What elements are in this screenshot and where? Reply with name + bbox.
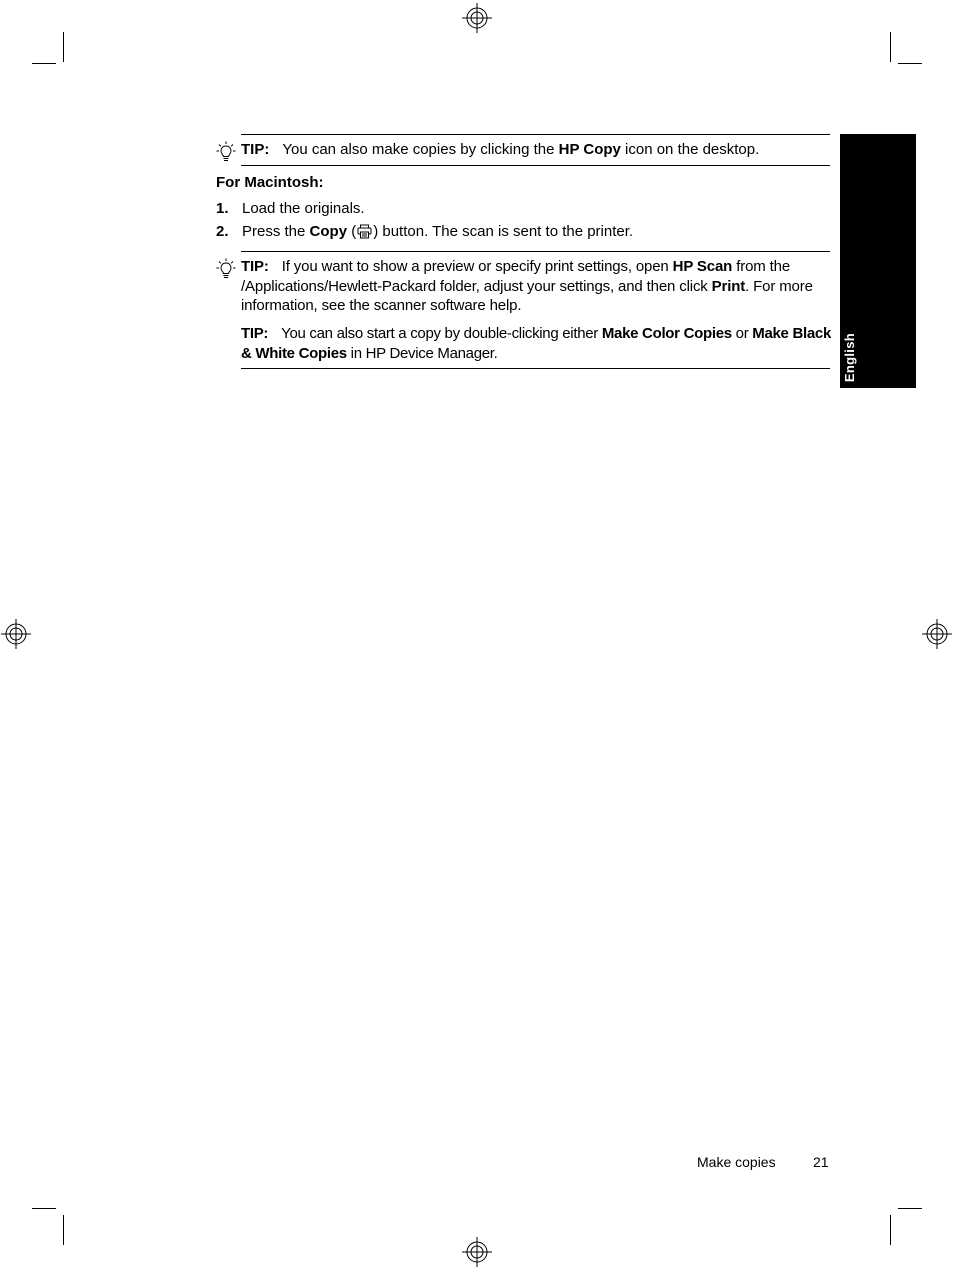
hp-copy-term: HP Copy <box>558 141 621 158</box>
tip-text <box>241 257 832 316</box>
tip-text <box>241 140 830 160</box>
crop-mark <box>63 32 64 62</box>
registration-mark-icon <box>461 1236 493 1268</box>
registration-mark-icon <box>461 2 493 34</box>
copy-button-icon <box>357 224 372 239</box>
footer-section-title: Make copies <box>697 1154 776 1170</box>
section-heading: For Macintosh: <box>216 174 324 191</box>
print-term: Print <box>711 277 746 295</box>
tip-text-part: or <box>731 325 753 342</box>
page-number: 21 <box>813 1154 829 1170</box>
tip-top-rule <box>241 134 830 135</box>
tip-label: TIP: <box>241 258 269 275</box>
tip-top-rule <box>241 251 830 252</box>
crop-mark <box>32 1208 56 1209</box>
tip-bottom-rule <box>241 368 830 369</box>
crop-mark <box>890 1215 891 1245</box>
crop-mark <box>898 63 922 64</box>
tip-text-part: icon on the desktop. <box>620 141 760 158</box>
lightbulb-icon <box>216 141 236 163</box>
lightbulb-icon <box>216 258 236 280</box>
tip-text-part: in HP Device Manager. <box>346 344 498 362</box>
tip-label: TIP: <box>241 141 270 158</box>
step-number: 1. <box>216 200 229 217</box>
tip-bottom-rule <box>241 165 830 166</box>
step-text: Load the originals. <box>242 200 365 217</box>
tip-text-part: from the /Applications/Hewlett-Packard folder, adjust your settings, and then click <box>241 258 791 295</box>
registration-mark-icon <box>921 618 953 650</box>
crop-mark <box>890 32 891 62</box>
crop-mark <box>32 63 56 64</box>
tip-text-part: You can also start a copy by double-clicking either <box>281 325 602 342</box>
language-tab <box>840 134 916 388</box>
copy-term: Copy <box>309 223 348 240</box>
step-text-part: ( <box>347 223 357 240</box>
tip-text <box>241 324 832 363</box>
step-text <box>242 223 633 240</box>
make-color-copies-term: Make Color Copies <box>601 325 732 342</box>
tip-text-part: If you want to show a preview or specify print settings, open <box>281 258 673 275</box>
tip-text-part: You can also make copies by clicking the <box>282 141 559 158</box>
registration-mark-icon <box>0 618 32 650</box>
hp-scan-term: HP Scan <box>672 258 733 275</box>
step-text-part: ) button. The scan is sent to the printer. <box>373 223 634 240</box>
make-bw-copies-term: Make Black & White Copies <box>241 325 831 362</box>
crop-mark <box>898 1208 922 1209</box>
tip-text-part: . For more information, see the scanner software help. <box>241 277 813 314</box>
language-tab-label: English <box>842 332 857 382</box>
step-number: 2. <box>216 223 229 240</box>
tip-label: TIP: <box>241 325 269 342</box>
step-text-part: Press the <box>242 223 310 240</box>
crop-mark <box>63 1215 64 1245</box>
